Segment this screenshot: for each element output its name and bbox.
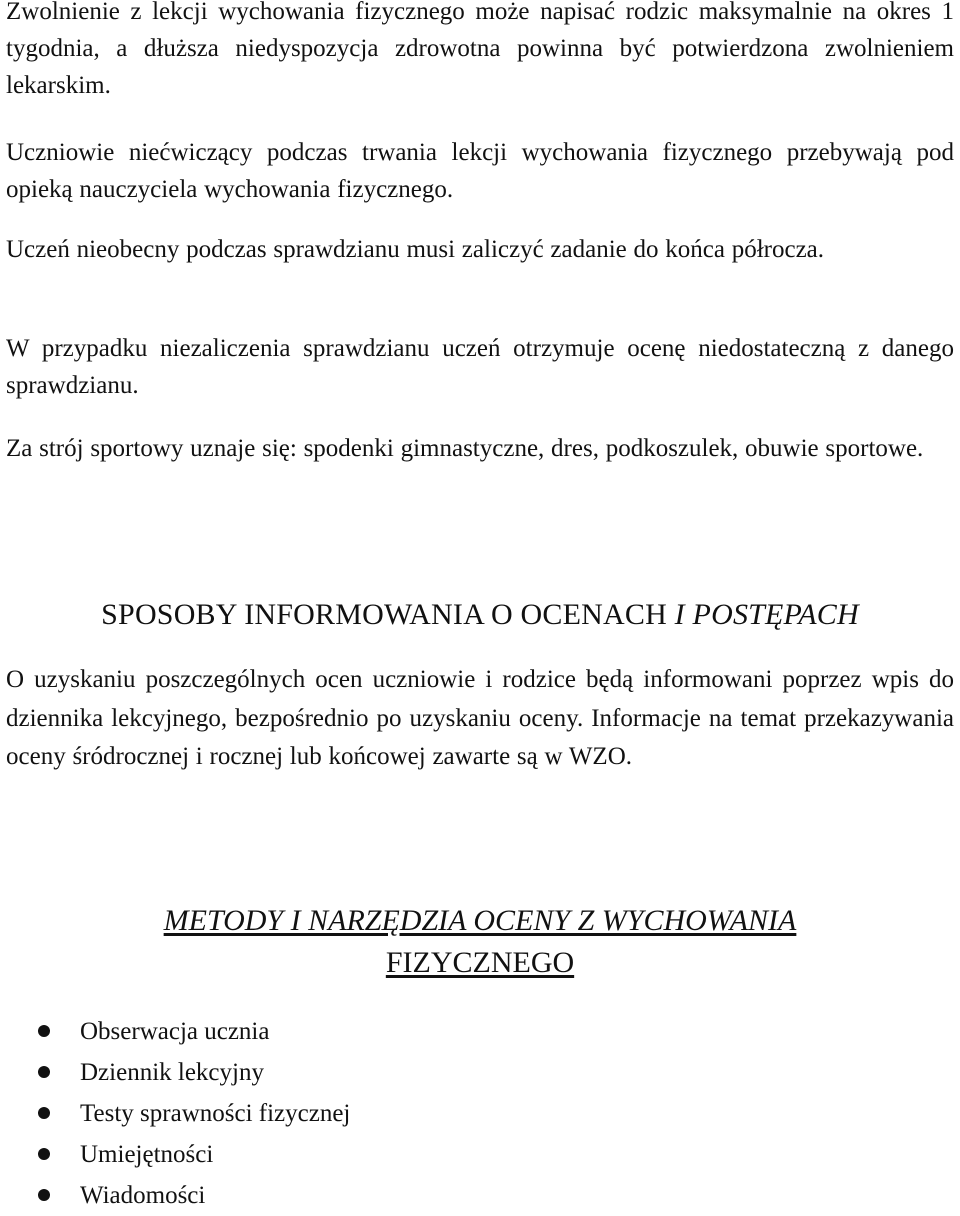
list-item-label: Wiadomości [80, 1182, 206, 1209]
list-item-label: Dziennik lekcyjny [80, 1059, 264, 1086]
paragraph-uczen-nieobecny: Uczeń nieobecny podczas sprawdzianu musi zaliczyć zadanie do końca półrocza. [6, 236, 825, 263]
list-item-label: Testy sprawności fizycznej [80, 1100, 351, 1127]
paragraph-informowanie: O uzyskaniu poszczególnych ocen uczniowie i rodzice będą informowani poprzez wpis do dziennika lekcyjnego, bezpośrednio po uzyskaniu oceny. Informacje na temat przekazywania oceny śródrocznej i rocznej lub końcowej zawarte są w WZO. [6, 666, 954, 770]
paragraph-zwolnienie: Zwolnienie z lekcji wychowania fizycznego może napisać rodzic maksymalnie na okres 1 tygodnia, a dłuższa niedyspozycja zdrowotna powinna być potwierdzona zwolnieniem lekarskim. [6, 0, 954, 99]
heading-sposoby-italic: I POSTĘPACH [674, 598, 859, 631]
list-item [0, 1175, 350, 1216]
methods-list [0, 1011, 350, 1216]
list-item [0, 1093, 350, 1134]
heading-sposoby-regular: SPOSOBY INFORMOWANIA O OCENACH [101, 598, 667, 631]
list-item [0, 1052, 350, 1093]
heading-sposoby-informowania [0, 595, 960, 635]
bullet-icon [38, 1066, 50, 1078]
paragraph-niezaliczenie: W przypadku niezaliczenia sprawdzianu uczeń otrzymuje ocenę niedostateczną z danego sprawdzianu. [6, 335, 954, 399]
bullet-icon [38, 1107, 50, 1119]
bullet-icon [38, 1189, 50, 1201]
list-item [0, 1011, 350, 1052]
list-item-label: Obserwacja ucznia [80, 1018, 270, 1045]
paragraph-stroj-sportowy: Za strój sportowy uznaje się: spodenki gimnastyczne, dres, podkoszulek, obuwie sportowe. [6, 435, 924, 462]
heading-metody-i-narzedzia [0, 900, 960, 984]
list-item [0, 1134, 350, 1175]
list-item-label: Umiejętności [80, 1141, 214, 1168]
bullet-icon [38, 1025, 50, 1037]
paragraph-uczniowie-niecwiczacy: Uczniowie niećwiczący podczas trwania lekcji wychowania fizycznego przebywają pod opieką nauczyciela wychowania fizycznego. [6, 139, 954, 203]
heading-metody-line1: METODY I NARZĘDZIA OCENY Z WYCHOWANIA [163, 904, 797, 937]
bullet-icon [38, 1148, 50, 1160]
heading-metody-line2: FIZYCZNEGO [385, 946, 575, 979]
